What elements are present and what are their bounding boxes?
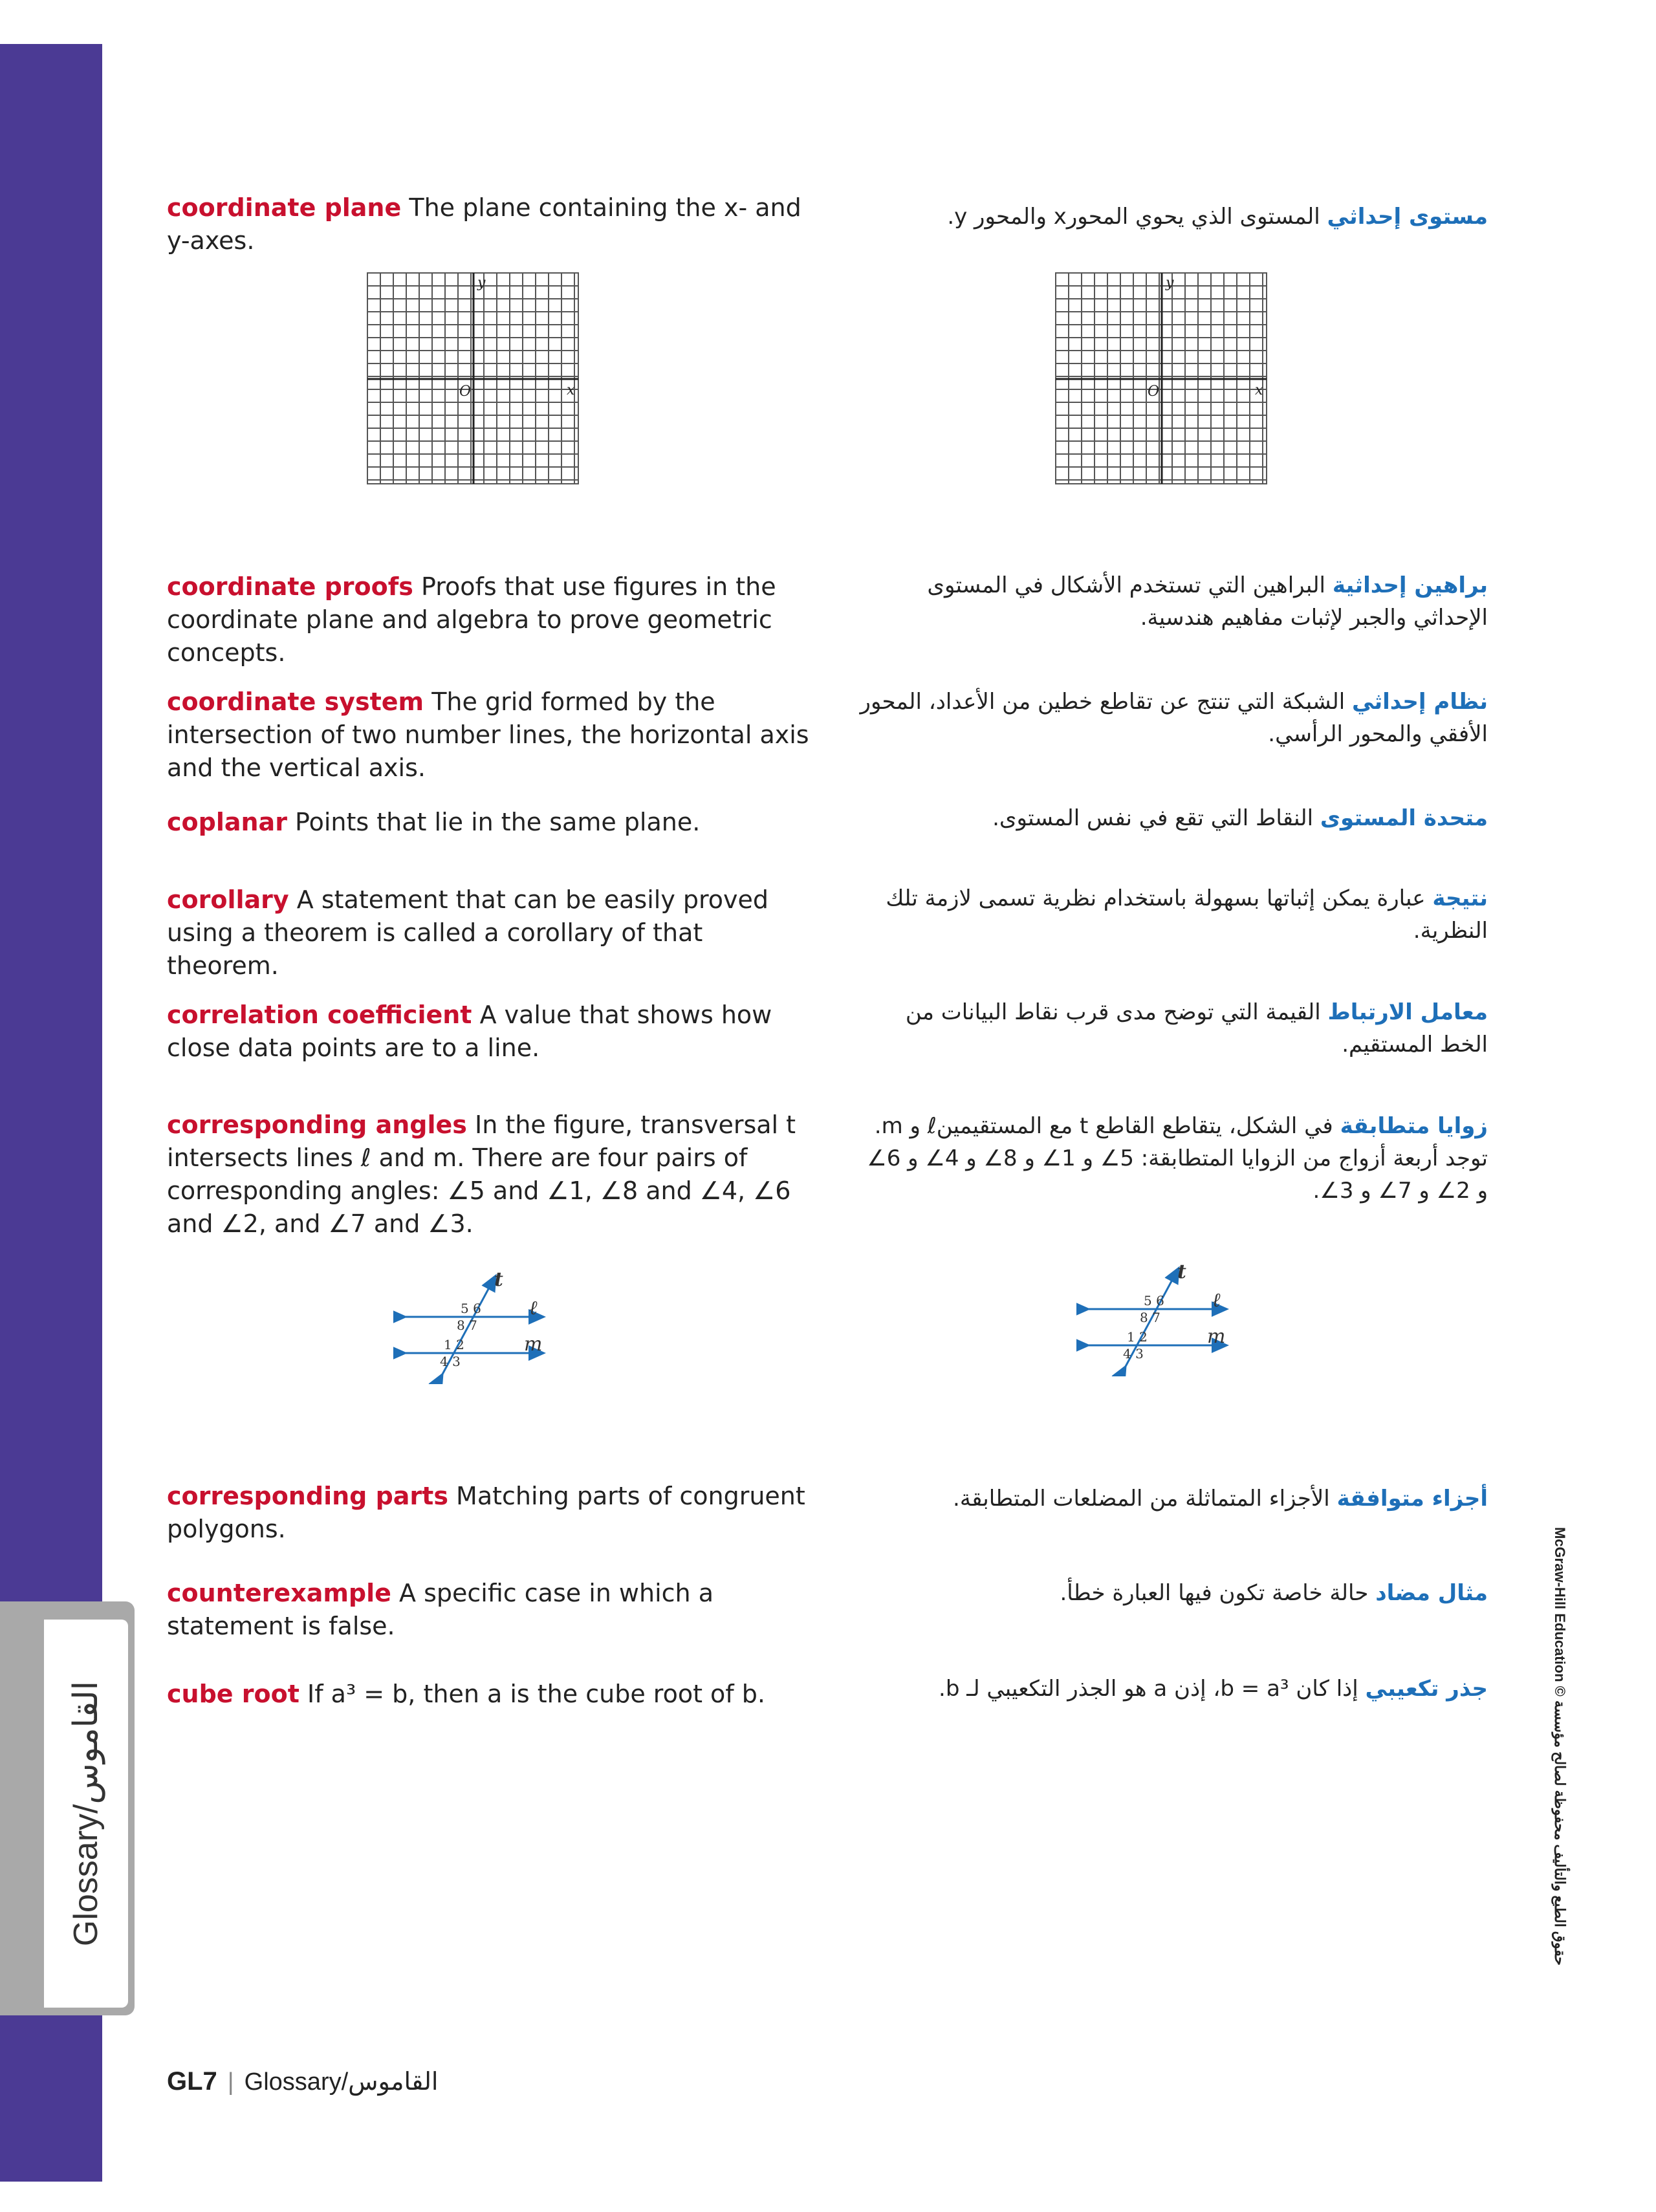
entry-counterexample-en (167, 1577, 814, 1643)
angles-1-2: 1 2 (1127, 1329, 1148, 1345)
term: cube root (167, 1680, 300, 1708)
entry-correlation-coefficient-en (167, 999, 814, 1065)
term: counterexample (167, 1579, 391, 1607)
entry-coplanar-en (167, 806, 814, 839)
transversal-figure-ar (1076, 1260, 1245, 1376)
entry-cube-root-ar (854, 1673, 1488, 1705)
term: مستوى إحداثي (1327, 204, 1488, 230)
definition: A statement that can be easily proved using a theorem is called a corollary of that theorem. (167, 885, 769, 980)
definition: النقاط التي تقع في نفس المستوى. (992, 805, 1314, 831)
entry-coordinate-plane-ar (854, 201, 1488, 233)
entry-cube-root-en (167, 1678, 814, 1711)
definition: Proofs that use figures in the coordinate plane and algebra to prove geometric concepts. (167, 572, 776, 667)
entry-correlation-coefficient-ar (854, 996, 1488, 1061)
definition: الشبكة التي تنتج عن تقاطع خطين من الأعداد، المحور الأفقي والمحور الرأسي. (860, 689, 1488, 747)
definition: في الشكل، يتقاطع القاطع t مع المستقيمينℓ و m. توجد أربعة أزواج من الزوايا المتطابقة: 5∠ و 1∠ و 8∠ و 4∠ و 6∠ و 2∠ و 7∠ و 3∠. (867, 1113, 1488, 1204)
glossary-tab-label: Glossary/القاموس (67, 1680, 105, 1947)
entry-coplanar-ar (854, 802, 1488, 834)
entry-coordinate-system-en (167, 686, 814, 785)
x-axis-label: x (1255, 382, 1263, 398)
entry-corresponding-angles-ar (854, 1110, 1488, 1207)
definition: القيمة التي توضح مدى قرب نقاط البيانات من الخط المستقيم. (905, 999, 1488, 1057)
origin-label: O (459, 384, 472, 400)
m-label: m (524, 1333, 543, 1356)
coordinate-grid-figure-ar (1054, 272, 1274, 488)
entry-coordinate-system-ar (854, 686, 1488, 750)
angles-4-3: 4 3 (440, 1354, 461, 1369)
term: مثال مضاد (1375, 1580, 1488, 1606)
page-number: GL7 (167, 2067, 217, 2096)
term: corollary (167, 885, 289, 914)
angles-8-7: 8 7 (1140, 1310, 1160, 1325)
entry-corollary-en (167, 884, 814, 982)
term: زوايا متطابقة (1340, 1113, 1488, 1139)
x-axis-label: x (567, 382, 575, 398)
definition: إذا كان b = a³، إذن a هو الجذر التكعيبي لـ b. (939, 1676, 1358, 1702)
page-footer: GL7 | Glossary/القاموس (167, 2067, 439, 2096)
definition: المستوى الذي يحوي المحورx والمحور y. (947, 204, 1320, 230)
term: coplanar (167, 808, 287, 836)
angles-5-6: 5 6 (1144, 1293, 1164, 1308)
entry-counterexample-ar (854, 1577, 1488, 1609)
term: نظام إحداثي (1351, 689, 1488, 715)
definition: In the figure, transversal t intersects lines ℓ and m. There are four pairs of corresponding angles: ∠5 and ∠1, ∠8 and ∠4, ∠6 and ∠2, and ∠7 and ∠3. (167, 1111, 796, 1238)
term: أجزاء متوافقة (1336, 1486, 1488, 1512)
definition: البراهين التي تستخدم الأشكال في المستوى الإحداثي والجبر لإثبات مفاهيم هندسية. (927, 572, 1488, 631)
entry-corresponding-parts-ar (854, 1482, 1488, 1515)
term: نتيجة (1432, 885, 1488, 911)
term: corresponding parts (167, 1482, 448, 1510)
definition: الأجزاء المتماثلة من المضلعات المتطابقة. (953, 1486, 1330, 1512)
definition: عبارة يمكن إثباتها بسهولة باستخدام نظرية تسمى لازمة تلك النظرية. (886, 885, 1488, 944)
definition: Points that lie in the same plane. (295, 808, 701, 836)
term: جذر تكعيبي (1365, 1676, 1488, 1702)
copyright-notice: McGraw-Hill Education © حقوق الطبع والتأليف محفوظة لصالح مؤسسة (1552, 1526, 1568, 1966)
term: coordinate proofs (167, 572, 413, 601)
t-label: t (494, 1268, 503, 1291)
entry-coordinate-proofs-en (167, 570, 814, 669)
entry-corresponding-angles-en (167, 1109, 814, 1241)
angles-4-3: 4 3 (1123, 1346, 1144, 1361)
term: coordinate plane (167, 193, 402, 222)
term: correlation coefficient (167, 1001, 472, 1029)
definition: A specific case in which a statement is false. (167, 1579, 714, 1640)
t-label: t (1177, 1261, 1186, 1283)
m-label: m (1207, 1325, 1226, 1348)
definition: Matching parts of congruent polygons. (167, 1482, 805, 1543)
transversal-figure-en (393, 1268, 561, 1384)
l-label: ℓ (529, 1297, 538, 1319)
footer-section: Glossary/القاموس (244, 2068, 439, 2096)
definition: The grid formed by the intersection of two number lines, the horizontal axis and the vertical axis. (167, 688, 809, 782)
term: coordinate system (167, 688, 424, 716)
y-axis-label: y (1166, 275, 1174, 291)
origin-label: O (1148, 384, 1160, 400)
entry-coordinate-proofs-ar (854, 569, 1488, 634)
y-axis-label: y (477, 275, 486, 291)
angles-8-7: 8 7 (457, 1317, 477, 1333)
angles-1-2: 1 2 (444, 1337, 464, 1352)
term: معامل الارتباط (1327, 999, 1488, 1025)
definition: حالة خاصة تكون فيها العبارة خطأ. (1060, 1580, 1369, 1606)
term: براهين إحداثية (1332, 572, 1488, 598)
coordinate-grid-figure-en (366, 272, 586, 488)
definition: A value that shows how close data points are to a line. (167, 1001, 772, 1062)
angles-5-6: 5 6 (461, 1301, 481, 1316)
definition: The plane containing the x- and y-axes. (167, 193, 801, 255)
definition: If a³ = b, then a is the cube root of b. (307, 1680, 765, 1708)
entry-coordinate-plane-en (167, 191, 814, 257)
term: متحدة المستوى (1320, 805, 1488, 831)
term: corresponding angles (167, 1111, 467, 1139)
entry-corollary-ar (854, 882, 1488, 947)
l-label: ℓ (1212, 1289, 1221, 1312)
entry-corresponding-parts-en (167, 1480, 814, 1546)
